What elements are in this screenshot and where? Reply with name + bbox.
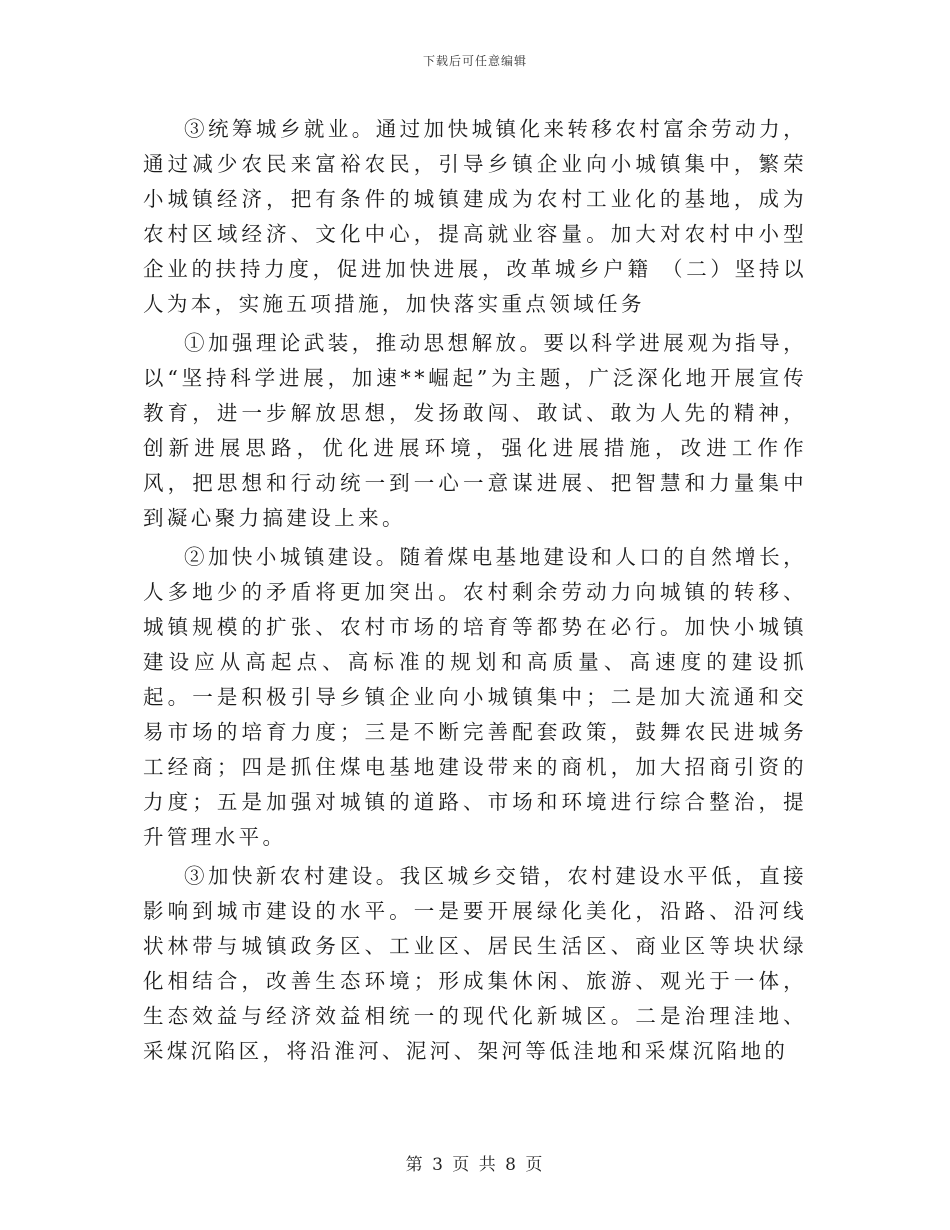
document-body bbox=[143, 112, 807, 1073]
paragraph-small-towns: ②加快小城镇建设。随着煤电基地建设和人口的自然增长，人多地少的矛盾将更加突出。农村剩余劳动力向城镇的转移、城镇规模的扩张、农村市场的培育等都势在必行。加快小城镇建设应从高起点、高标准的规划和高质量、高速度的建设抓起。一是积极引导乡镇企业向小城镇集中；二是加大流通和交易市场的培育力度；三是不断完善配套政策，鼓舞农民进城务工经商；四是抓住煤电基地建设带来的商机，加大招商引资的力度；五是加强对城镇的道路、市场和环境进行综合整治，提升管理水平。 bbox=[143, 545, 807, 849]
page-footer: 第 3 页 共 8 页 bbox=[405, 1155, 545, 1175]
paragraph-theory: ①加强理论武装，推动思想解放。要以科学进展观为指导，以“坚持科学进展，加速**崛起”为主题，广泛深化地开展宣传教育，进一步解放思想，发扬敢闯、敢试、敢为人先的精神，创新进展思路，优化进展环境，强化进展措施，改进工作作风，把思想和行动统一到一心一意谋进展、把智慧和力量集中到凝心聚力搞建设上来。 bbox=[143, 331, 807, 530]
paragraph-new-countryside: ③加快新农村建设。我区城乡交错，农村建设水平低，直接影响到城市建设的水平。一是要开展绿化美化，沿路、沿河线状林带与城镇政务区、工业区、居民生活区、商业区等块状绿化相结合，改善生态环境；形成集休闲、旅游、观光于一体，生态效益与经济效益相统一的现代化新城区。二是治理洼地、采煤沉陷区，将沿淮河、泥河、架河等低洼地和采煤沉陷地的 bbox=[143, 864, 807, 1063]
paragraph-employment: ③统筹城乡就业。通过加快城镇化来转移农村富余劳动力，通过减少农民来富裕农民，引导乡镇企业向小城镇集中，繁荣小城镇经济，把有条件的城镇建成为农村工业化的基地，成为农村区域经济、文化中心，提高就业容量。加大对农村中小型企业的扶持力度，促进加快进展，改革城乡户籍 （二）坚持以人为本，实施五项措施，加快落实重点领域任务 bbox=[143, 117, 807, 316]
page-header: 下载后可任意编辑 bbox=[422, 54, 527, 68]
